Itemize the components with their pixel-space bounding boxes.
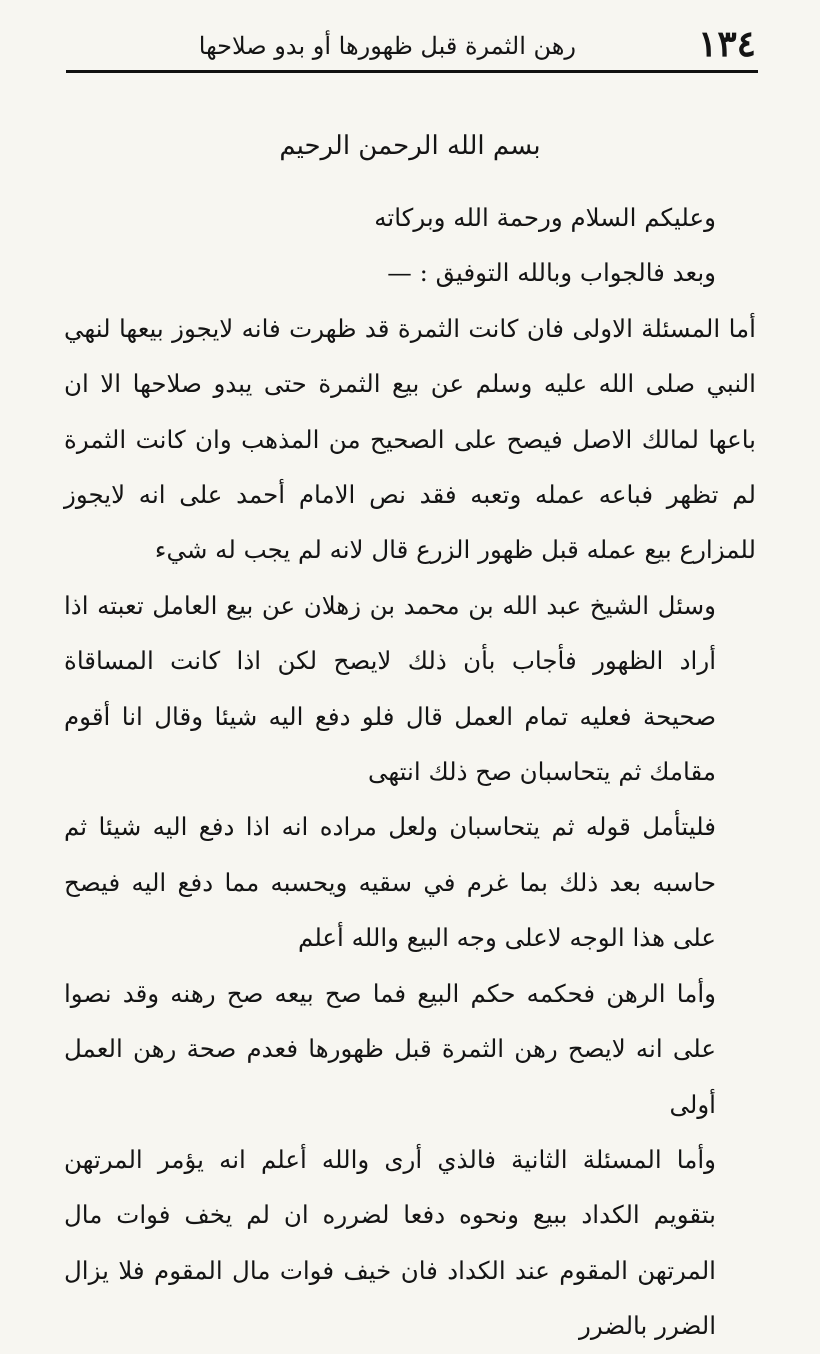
paragraph: وأما المسئلة الثانية فالذي أرى والله أعلم انه يؤمر المرتهن بتقويم الكداد ببيع ونحوه دفعا لضرره ان لم يخف فوات مال المرتهن المقوم عند الكداد فان خيف فوات مال المقوم فلا يزال الضرر بالضرر [64, 1144, 716, 1341]
running-title: رهن الثمرة قبل ظهورها أو بدو صلاحها [198, 32, 576, 60]
paragraph: أما المسئلة الاولى فان كانت الثمرة قد ظهرت فانه لايجوز بيعها لنهي النبي صلى الله عليه وسلم عن بيع الثمرة حتى يبدو صلاحها الا ان باعها لمالك الاصل فيصح على الصحيح من المذهب وان كانت الثمرة لم تظهر فباعه عمله وتعبه فقد نص الامام أحمد على انه لايجوز للمزارع بيع عمله قبل ظهور الزرع قال لانه لم يجب له شيء [64, 313, 756, 565]
paragraph: وعليكم السلام ورحمة الله وبركاته [374, 203, 716, 232]
paragraph: وأما الرهن فحكمه حكم البيع فما صح بيعه صح رهنه وقد نصوا على انه لايصح رهن الثمرة قبل ظهورها فعدم صحة رهن العمل أولى [64, 978, 716, 1119]
paragraph: وسئل الشيخ عبد الله بن محمد بن زهلان عن بيع العامل تعبته اذا أراد الظهور فأجاب بأن ذلك لايصح لكن اذا كانت المساقاة صحيحة فعليه تمام العمل قال فلو دفع اليه شيئا وقال انا أقوم مقامك ثم يتحاسبان صح ذلك انتهى [64, 590, 716, 787]
paragraph: فليتأمل قوله ثم يتحاسبان ولعل مراده انه اذا دفع اليه شيئا ثم حاسبه بعد ذلك بما غرم في سقيه ويحسبه مما دفع اليه فيصح على هذا الوجه لاعلى وجه البيع والله أعلم [64, 812, 716, 953]
header-rule [66, 70, 758, 73]
body-text [64, 190, 756, 1354]
basmala: بسم الله الرحمن الرحيم [279, 131, 541, 161]
paragraph: وبعد فالجواب وبالله التوفيق : — [387, 258, 716, 288]
page-number: ١٣٤ [697, 23, 756, 65]
page-header [64, 22, 756, 66]
